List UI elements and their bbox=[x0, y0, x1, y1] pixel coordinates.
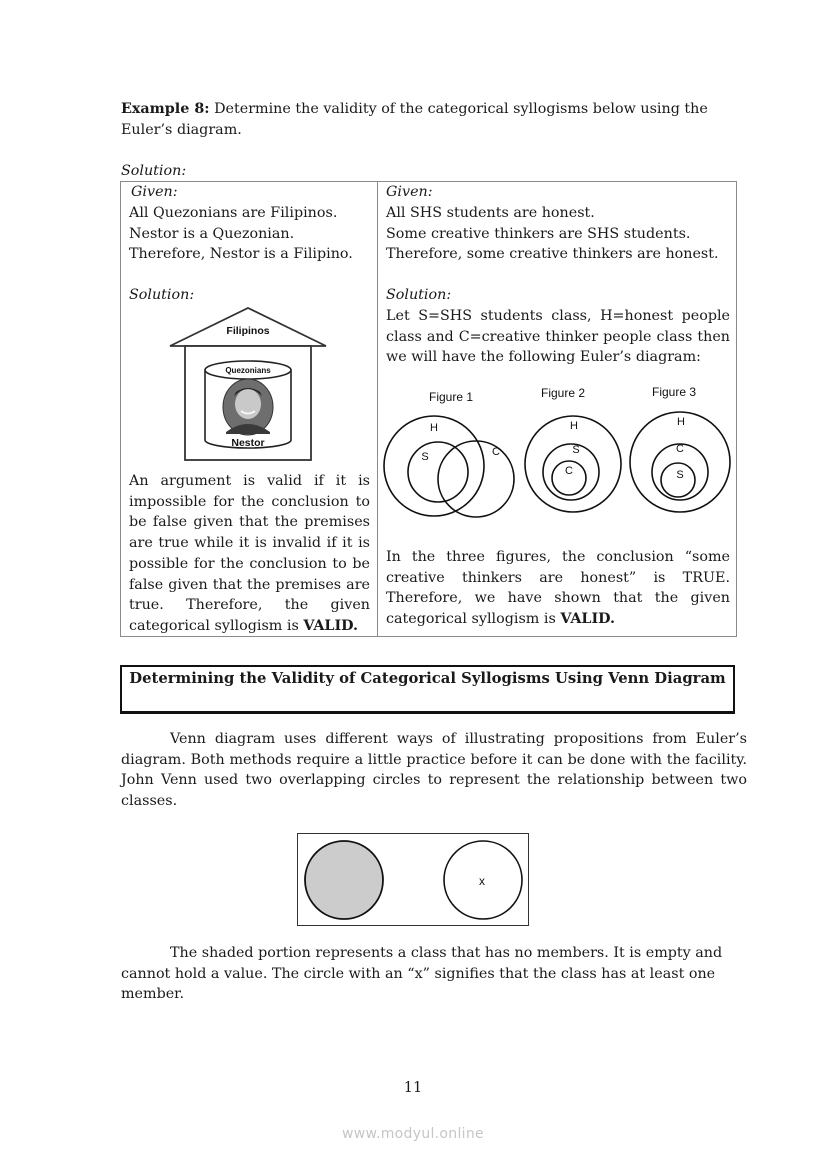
quezonians-label: Quezonians bbox=[225, 366, 271, 375]
left-solution-label: Solution: bbox=[129, 287, 195, 303]
right-premise: All SHS students are honest. bbox=[386, 205, 595, 221]
section-title: Determining the Validity of Categorical Syllogisms Using Venn Diagram bbox=[129, 670, 726, 687]
empty-class-circle bbox=[305, 841, 383, 919]
example-heading bbox=[121, 99, 741, 140]
section-heading-box bbox=[120, 665, 735, 714]
left-premise: Nestor is a Quezonian. bbox=[129, 225, 295, 242]
left-given-label: Given: bbox=[131, 184, 178, 200]
figure-3-label-s: S bbox=[676, 469, 684, 481]
right-conclusion-body: In the three figures, the conclusion “some creative thinkers are honest” is TRUE. Therefore, we have shown that the given categorical syllogism is bbox=[386, 549, 730, 627]
figure-3-label-h: H bbox=[677, 416, 685, 428]
right-premises bbox=[386, 203, 730, 265]
right-conclusion: Therefore, some creative thinkers are honest. bbox=[386, 246, 719, 263]
figure-3 bbox=[630, 385, 730, 512]
figure-2-label-h: H bbox=[570, 420, 578, 432]
right-verdict: VALID. bbox=[560, 610, 616, 627]
figure-3-label-c: C bbox=[676, 443, 684, 455]
right-intro: Let S=SHS students class, H=honest people class and C=creative thinker people class then we will have the following Euler’s diagram: bbox=[386, 308, 730, 366]
figure-2 bbox=[525, 386, 621, 512]
euler-house-diagram bbox=[168, 304, 330, 462]
figure-1-label-c: C bbox=[492, 446, 500, 458]
page-number: 11 bbox=[403, 1080, 423, 1096]
shaded-explanation-paragraph: The shaded portion represents a class that has no members. It is empty and cannot hold a value. The circle with an “x” signifies that the class has at least one member. bbox=[121, 945, 723, 1003]
figure-2-title: Figure 2 bbox=[540, 386, 586, 400]
left-verdict: VALID. bbox=[303, 617, 359, 634]
left-explanation-text: An argument is valid if it is impossible for the conclusion to be false given that the premises are true while it is invalid if it is possible for the conclusion to be false given that the premises are true. Therefore, the given categorical syllogism is bbox=[129, 473, 370, 634]
figure-1-title: Figure 1 bbox=[428, 390, 474, 404]
figure-1-circle-c bbox=[438, 441, 514, 517]
venn-example-svg bbox=[298, 834, 528, 925]
venn-example-box bbox=[297, 833, 529, 926]
left-premise: All Quezonians are Filipinos. bbox=[129, 205, 338, 221]
footer-url: www.modyul.online bbox=[342, 1126, 484, 1142]
left-conclusion: Therefore, Nestor is a Filipino. bbox=[129, 246, 353, 263]
figure-1 bbox=[384, 390, 514, 517]
figure-2-label-s: S bbox=[572, 444, 580, 456]
right-premise: Some creative thinkers are SHS students. bbox=[386, 225, 691, 242]
member-x-mark: x bbox=[479, 874, 485, 888]
filipinos-label: Filipinos bbox=[226, 325, 270, 337]
solution-label: Solution: bbox=[121, 163, 187, 179]
figure-3-title: Figure 3 bbox=[651, 385, 697, 399]
figure-1-label-s: S bbox=[421, 451, 429, 463]
right-conclusion-text bbox=[386, 547, 730, 629]
portrait-face bbox=[235, 389, 261, 419]
example-text: Determine the validity of the categorical syllogisms below using the Euler’s diagram. bbox=[121, 101, 708, 138]
nestor-label: Nestor bbox=[231, 437, 265, 449]
left-explanation bbox=[129, 471, 370, 637]
example-label: Example 8: bbox=[121, 101, 210, 117]
figure-2-label-c: C bbox=[565, 465, 573, 477]
venn-intro-paragraph: Venn diagram uses different ways of illustrating propositions from Euler’s diagram. Both methods require a little practice before it can be done with the facility. John Venn used two overlapping circles to represent the relationship between two classes. bbox=[121, 731, 747, 809]
right-solution-label: Solution: bbox=[386, 287, 452, 303]
left-premises bbox=[129, 203, 370, 265]
right-given-label: Given: bbox=[386, 184, 433, 200]
figure-1-label-h: H bbox=[430, 422, 438, 434]
euler-figures bbox=[378, 378, 738, 528]
